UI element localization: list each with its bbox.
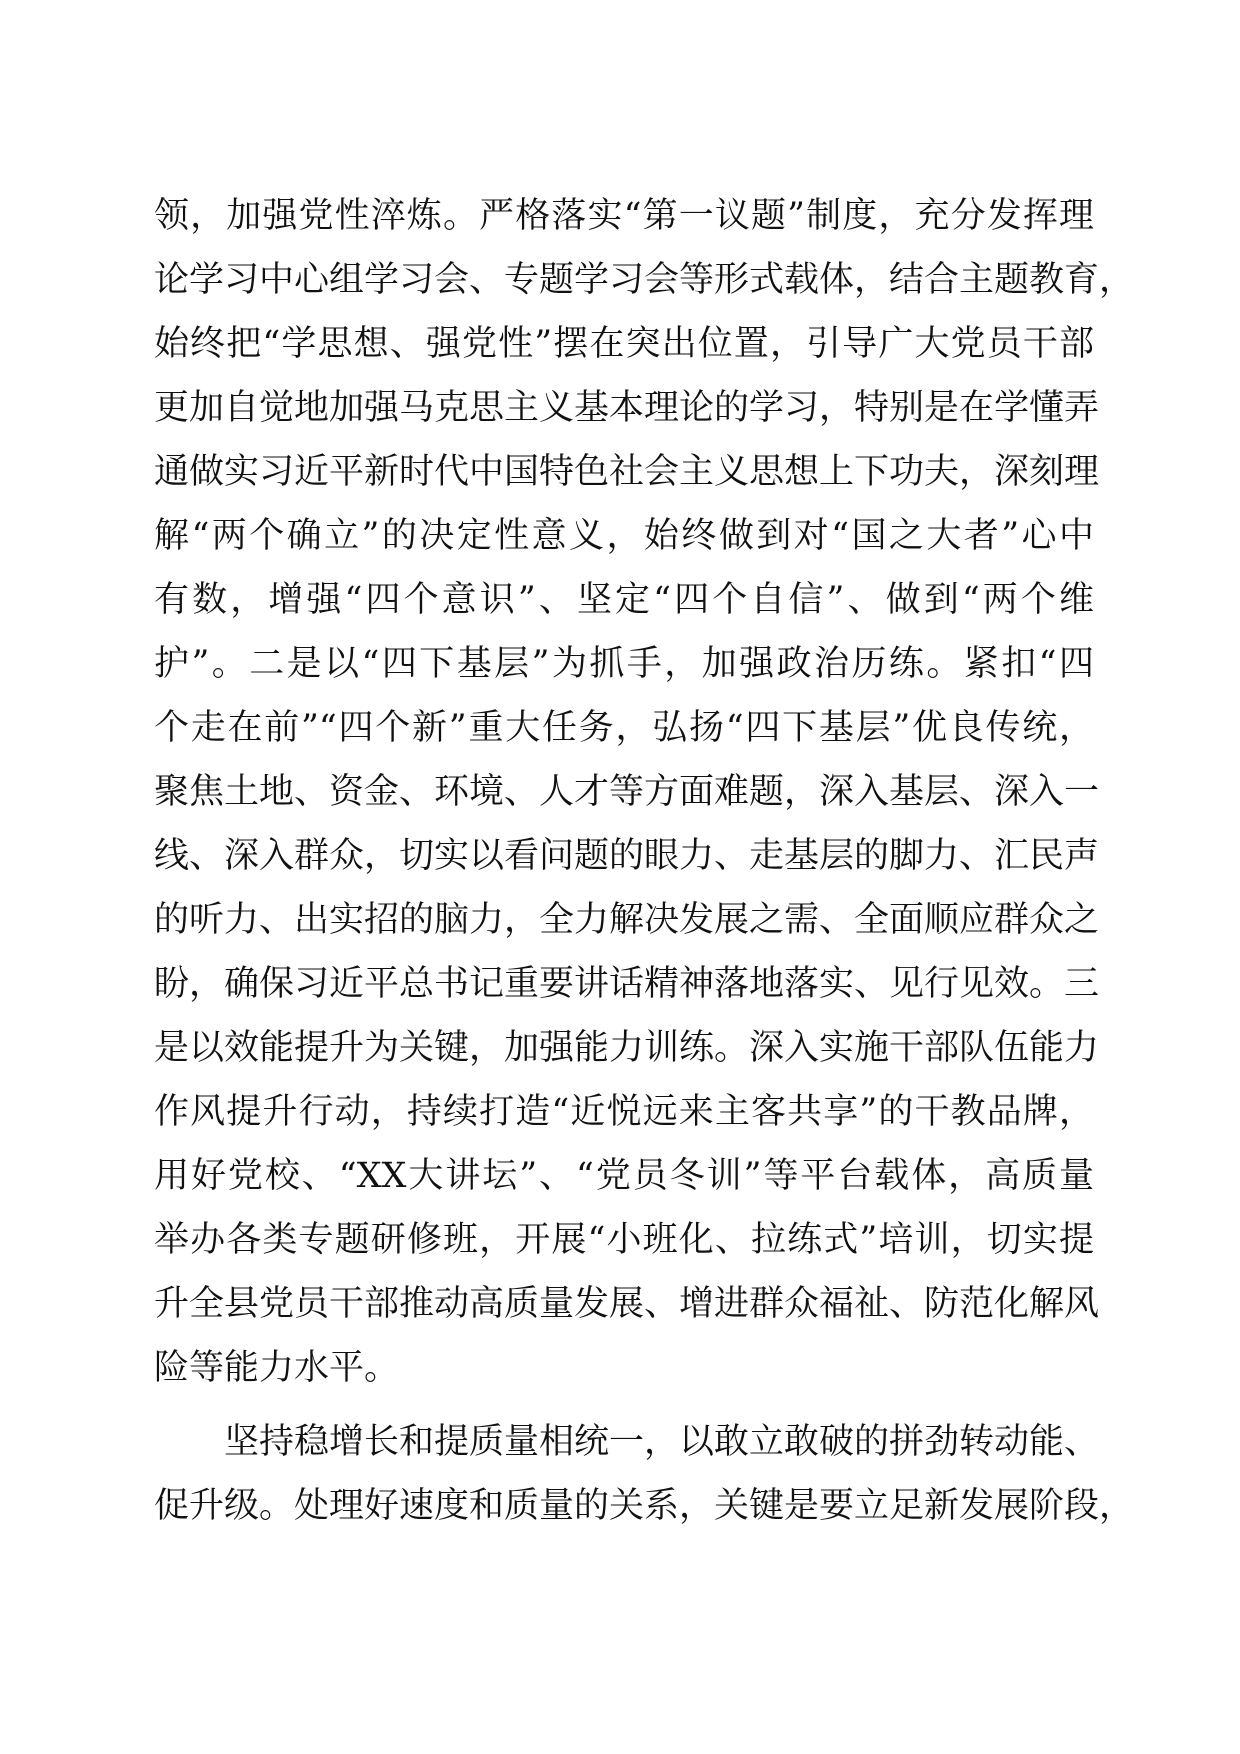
text-line: 通做实习近平新时代中国特色社会主义思想上下功夫，深刻理	[154, 452, 1100, 492]
text-line: 聚焦土地、资金、环境、人才等方面难题，深入基层、深入一	[154, 772, 1100, 812]
text-line: 线、深入群众，切实以看问题的眼力、走基层的脚力、汇民声	[154, 836, 1100, 876]
text-line: 险等能力水平。	[154, 1348, 400, 1388]
text-line: 作风提升行动，持续打造“近悦远来主客共享”的干教品牌，	[154, 1092, 1094, 1132]
document-body	[154, 184, 1135, 1538]
text-line: 盼，确保习近平总书记重要讲话精神落地落实、见行见效。三	[154, 964, 1100, 1004]
text-line: 是以效能提升为关键，加强能力训练。深入实施干部队伍能力	[154, 1028, 1100, 1068]
text-line: 促升级。处理好速度和质量的关系，关键是要立足新发展阶段，	[154, 1486, 1135, 1526]
text-line: 论学习中心组学习会、专题学习会等形式载体，结合主题教育，	[154, 260, 1135, 300]
text-line: 更加自觉地加强马克思主义基本理论的学习，特别是在学懂弄	[154, 388, 1100, 428]
paragraph-2	[154, 1410, 1135, 1538]
text-line: 举办各类专题研修班，开展“小班化、拉练式”培训，切实提	[154, 1220, 1094, 1260]
text-line: 用好党校、“XX大讲坛”、“党员冬训”等平台载体，高质量	[154, 1156, 1094, 1196]
paragraph-1	[154, 184, 1135, 1400]
text-line: 的听力、出实招的脑力，全力解决发展之需、全面顺应群众之	[154, 900, 1100, 940]
text-line: 升全县党员干部推动高质量发展、增进群众福祉、防范化解风	[154, 1284, 1100, 1324]
text-line: 个走在前”“四个新”重大任务，弘扬“四下基层”优良传统，	[154, 708, 1094, 748]
text-line: 解“两个确立”的决定性意义，始终做到对“国之大者”心中	[154, 516, 1094, 556]
text-line: 领，加强党性淬炼。严格落实“第一议题”制度，充分发挥理	[154, 196, 1094, 236]
text-line: 坚持稳增长和提质量相统一，以敢立敢破的拼劲转动能、	[224, 1422, 1100, 1462]
text-line: 护”。二是以“四下基层”为抓手，加强政治历练。紧扣“四	[154, 644, 1094, 684]
text-line: 有数，增强“四个意识”、坚定“四个自信”、做到“两个维	[154, 580, 1094, 620]
text-line: 始终把“学思想、强党性”摆在突出位置，引导广大党员干部	[154, 324, 1094, 364]
